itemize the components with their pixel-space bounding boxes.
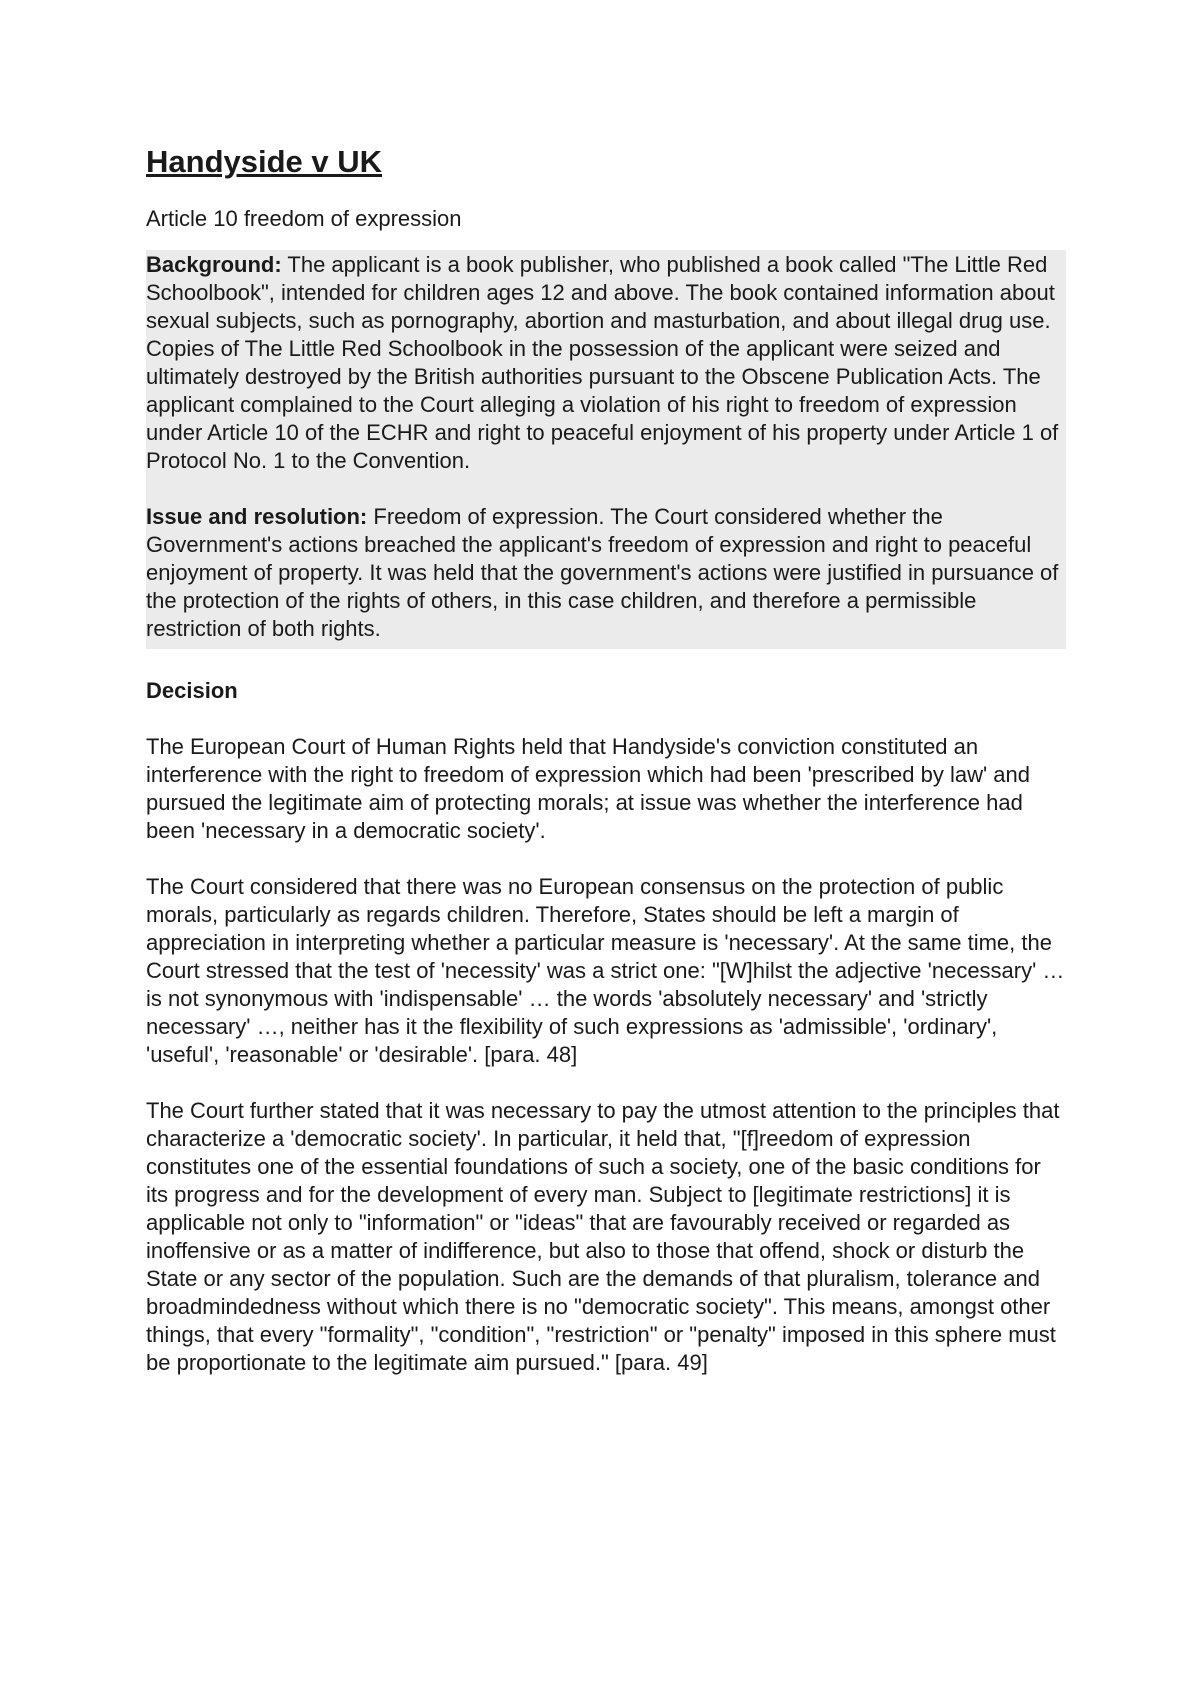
document-subtitle: Article 10 freedom of expression	[146, 206, 462, 231]
document-title: Handyside v UK	[146, 144, 383, 179]
background-paragraph	[146, 251, 1066, 475]
decision-paragraph-3: The Court further stated that it was necessary to pay the utmost attention to the principles that characterize a 'democratic society'. In particular, it held that, "[f]reedom of expression constitutes one of the essential foundations of such a society, one of the basic conditions for its progress and for the development of every man. Subject to [legitimate restrictions] it is applicable not only to "information" or "ideas" that are favourably received or regarded as inoffensive or as a matter of indifference, but also to those that offend, shock or disturb the State or any sector of the population. Such are the demands of that pluralism, tolerance and broadmindedness without which there is no "democratic society". This means, amongst other things, that every "formality", "condition", "restriction" or "penalty" imposed in this sphere must be proportionate to the legitimate aim pursued." [para. 49]	[146, 1098, 1060, 1375]
decision-heading: Decision	[146, 678, 238, 703]
case-summary-box	[146, 250, 1066, 649]
decision-paragraph-2: The Court considered that there was no European consensus on the protection of public morals, particularly as regards children. Therefore, States should be left a margin of appreciation in interpreting whether a particular measure is 'necessary'. At the same time, the Court stressed that the test of 'necessity' was a strict one: "[W]hilst the adjective 'necessary' … is not synonymous with 'indispensable' … the words 'absolutely necessary' and 'strictly necessary' …, neither has it the flexibility of such expressions as 'admissible', 'ordinary', 'useful', 'reasonable' or 'desirable'. [para. 48]	[146, 874, 1065, 1067]
decision-paragraph-1: The European Court of Human Rights held that Handyside's conviction constituted an interference with the right to freedom of expression which had been 'prescribed by law' and pursued the legitimate aim of protecting morals; at issue was whether the interference had been 'necessary in a democratic society'.	[146, 734, 1031, 843]
document-page	[146, 140, 1066, 1377]
decision-body	[146, 733, 1066, 1377]
issue-paragraph	[146, 503, 1066, 643]
issue-label: Issue and resolution:	[146, 504, 368, 529]
background-text: The applicant is a book publisher, who published a book called "The Little Red Schoolbook", intended for children ages 12 and above. The book contained information about sexual subjects, such as pornography, abortion and masturbation, and about illegal drug use. Copies of The Little Red Schoolbook in the possession of the applicant were seized and ultimately destroyed by the British authorities pursuant to the Obscene Publication Acts. The applicant complained to the Court alleging a violation of his right to freedom of expression under Article 10 of the ECHR and right to peaceful enjoyment of his property under Article 1 of Protocol No. 1 to the Convention.	[146, 252, 1059, 473]
issue-text: Freedom of expression. The Court considered whether the Government's actions breached the applicant's freedom of expression and right to peaceful enjoyment of property. It was held that the government's actions were justified in pursuance of the protection of the rights of others, in this case children, and therefore a permissible restriction of both rights.	[146, 504, 1059, 641]
background-label: Background:	[146, 252, 282, 277]
